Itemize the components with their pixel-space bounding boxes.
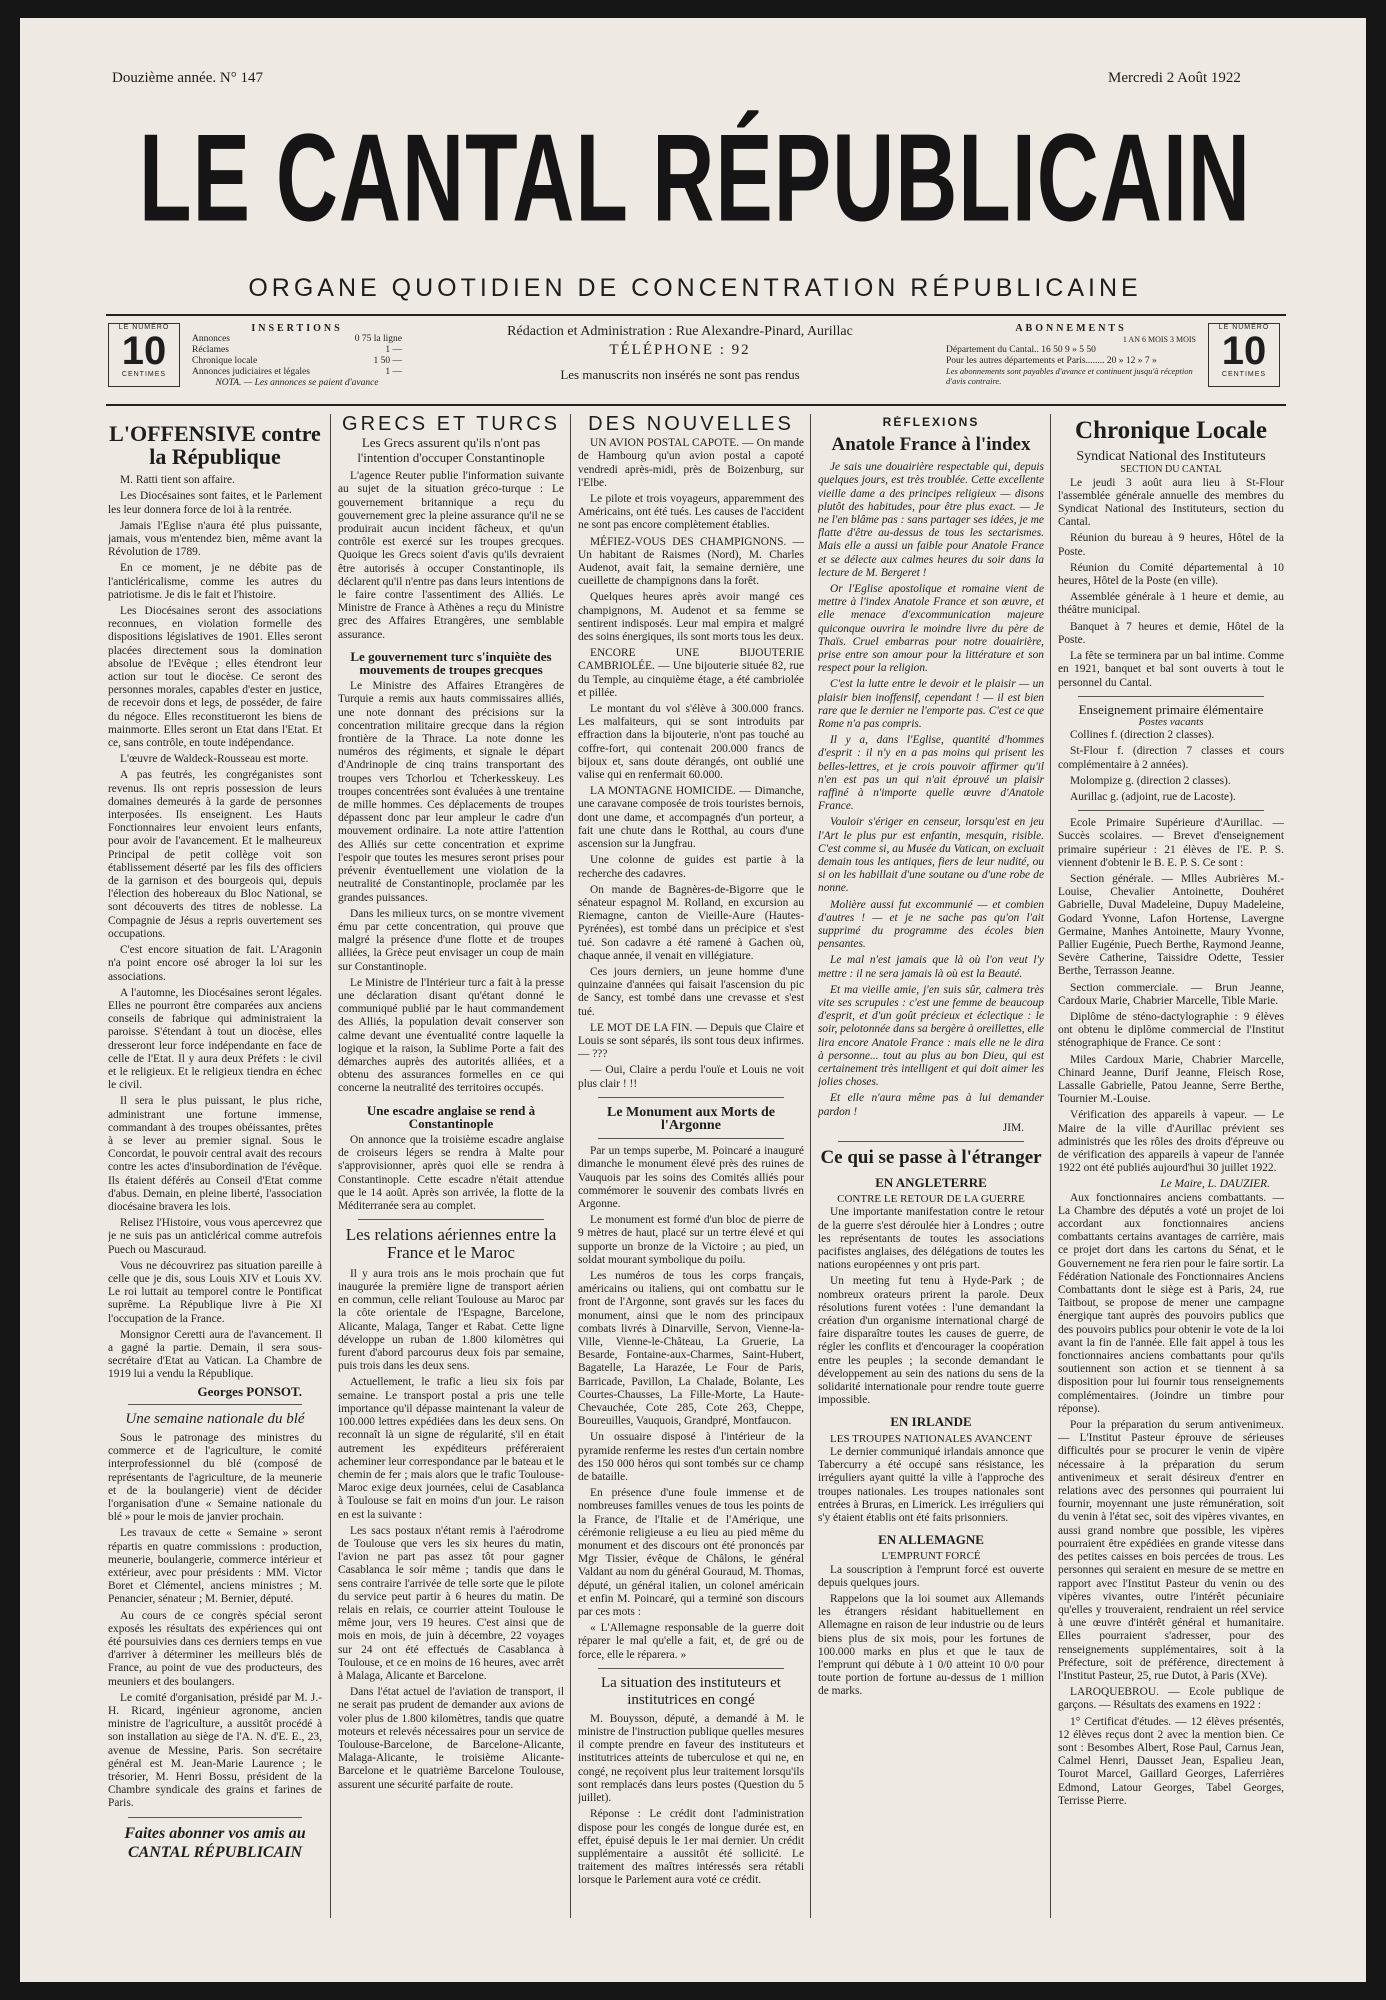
- article-title-grecs: Les Grecs assurent qu'ils n'ont pas l'intention d'occuper Constantinople: [357, 435, 545, 466]
- article-title-ble: Une semaine nationale du blé: [125, 1410, 305, 1427]
- paragraph: « L'Allemagne responsable de la guerre doit réparer le mal qu'elle a fait, et, de gré ou de force, elle le réparera. »: [578, 1622, 804, 1661]
- paragraph: En ce moment, je ne débite pas de l'anticléricalisme, comme les autres du patriotisme. Je dis le fait et l'histoire.: [108, 562, 322, 601]
- insertions-row: [192, 356, 402, 367]
- abonnements-columns: 1 AN 6 MOIS 3 MOIS: [1122, 335, 1196, 344]
- column-rule: [330, 414, 331, 1918]
- paragraph: Par un temps superbe, M. Poincaré a inauguré dimanche le monument élevé près des ruines de Vauquois par les soins des Comités alliés pour commémorer le souvenir des combats livrés en Argonne.: [578, 1145, 804, 1210]
- paragraph: Vouloir s'ériger en censeur, lorsqu'est en jeu l'Art le plus pur est enfantin, mesquin, risible. C'est comme si, au Musée du Vatican, on excluait demain tous les antiques, fiers de leur nudité, ou si on les habillait d'une soutane ou d'une robe de nonne.: [818, 816, 1044, 895]
- paragraph: Section commerciale. — Brun Jeanne, Cardoux Marie, Chabrier Marcelle, Tible Marie.: [1058, 981, 1284, 1007]
- news-item: — Oui, Claire a perdu l'ouïe et Louis ne voit plus clair ! !!: [578, 1064, 804, 1090]
- separator: [358, 1219, 544, 1220]
- column-rule: [1050, 414, 1051, 1918]
- insertions-row-label: Annonces judiciaires et légales: [192, 367, 310, 377]
- paragraph: Dans l'état actuel de l'aviation de transport, il ne serait pas prudent de demander aux avions de voler plus de 1.800 kilomètres, tandis que quatre moteurs et relevés nécessaires pour un service de Toulouse-Barcelone, de Barcelone-Alicante, Malaga-Alicante, le troisième Alicante-Barcelone et le quatrième Barcelone Toulouse, assurent une sécurité parfaite de route.: [338, 1686, 564, 1791]
- news-item: LE MOT DE LA FIN. — Depuis que Claire et Louis se sont séparés, ils sont tous deux infirmes. — ???: [578, 1021, 804, 1061]
- separator: [838, 1141, 1024, 1142]
- paragraph: Diplôme de sténo-dactylographie : 9 élèves ont obtenu le diplôme commercial de l'Institut sténographique de France. Ce sont :: [1058, 1010, 1284, 1050]
- paragraph: C'est la lutte entre le devoir et le plaisir — un plaisir bien inoffensif, cependant ! — il est bien rare que le dernier ne l'emporte pas. C'est ce que Rome n'a pas compris.: [818, 678, 1044, 730]
- news-item: ENCORE UNE BIJOUTERIE CAMBRIOLÉE. — Une bijouterie située 82, rue du Temple, au cinquième étage, a été cambriolée et pillée.: [578, 647, 804, 699]
- subhead-angleterre: EN ANGLETERRE: [875, 1175, 987, 1191]
- price-value: 10: [1221, 329, 1267, 373]
- chronique-locale-title: Chronique Locale: [1075, 417, 1267, 444]
- paragraph: L'œuvre de Waldeck-Rousseau est morte.: [120, 753, 309, 766]
- column-rule: [810, 414, 811, 1918]
- paragraph: A l'automne, les Diocésaines seront légales. Elles ne pourront être comparées aux anciens conseils de fabrique qui administraient la paroisse. S'étendant à tout un diocèse, elles dresseront leur force indépendante en face de celle de l'Etat. Il y aura deux Préfets : le civil et le religieux. Et le religieux tiendra en échec le civil.: [108, 986, 322, 1092]
- price-value: 10: [121, 329, 167, 373]
- paragraph: Les Diocésaines seront des associations reconnues, en violation formelle des dispositions législatives de 1901. Elles seront placées directement sous la domination absolue de l'Evêque ; elles étendront leur action sur tout le diocèse. Ce seront des personnes morales, capables d'ester en justice, de recevoir dons et legs, de posséder, de faire du négoce. Elles reconstitueront les biens de mainmorte. Elles seront un Etat dans l'Etat. Et ce, sans contrôle, en toute indépendance.: [108, 605, 322, 750]
- paragraph: Aux fonctionnaires anciens combattants. — La Chambre des députés a voté un projet de loi accordant aux fonctionnaires anciens combattants certains avantages de carrière, mais ce projet dort dans les cartons du Sénat, et le Gouvernement ne fera rien pour le faire sortir. La Fédération Nationale des Fonctionnaires Anciens Combattants dont le siège est à Paris, 24, rue Taitbout, se propose de mener une campagne énergique tant auprès des pouvoirs publics que des pouvoirs publics pour obtenir le vote de la loi avant la fin de l'année. Elle fait appel à tous les fonctionnaires anciens combattants pour qu'ils soutiennent son action et se tiennent à sa disposition pour lui fournir tous renseignements complémentaires. (Joindre un timbre pour réponse).: [1058, 1191, 1284, 1415]
- paragraph: Les travaux de cette « Semaine » seront répartis en quatre commissions : production, meunerie, boulangerie, commerce intérieur et extérieur, avec pour présidents : MM. Victor Boret et Clémentel, anciens ministres ; M. Penancier, sénateur ; M. Bernier, député.: [108, 1527, 322, 1606]
- paragraph: Les Diocésaines sont faites, et le Parlement les leur donnera force de loi à la rentrée.: [108, 490, 322, 516]
- paragraph: Le mal n'est jamais que là où l'on veut l'y mettre : il ne sera jamais là où est la Beauté.: [818, 954, 1044, 980]
- subhead-emprunt: L'EMPRUNT FORCÉ: [881, 1550, 981, 1563]
- column-2: [338, 416, 564, 1916]
- paragraph: St-Flour f. (direction 7 classes et cours complémentaire à 2 années).: [1058, 745, 1284, 771]
- paragraph: Le Ministre des Affaires Etrangères de Turquie a remis aux hauts commissaires alliés, une note donnant des précisions sur la concentration militaire grecque dans la région frontière de la Thrace. La note donne les numéros des régiments, et signale le départ d'Andrinople de cinq trains transportant des troupes vers Tchorlou et Tcherkesskeuy. Les troupes concentrées sont évaluées à une trentaine de mille hommes. Ces déplacements de troupes dépassent donc par leur ampleur le cadre d'un mouvement ordinaire. La note attire l'attention des Alliés sur cette concentration et exprime l'espoir que toutes les mesures seront prises pour prévenir éventuellement une violation de la neutralité de Constantinople, proclamée par les grandes puissances.: [338, 680, 564, 904]
- paragraph: Or l'Eglise apostolique et romaine vient de mettre à l'index Anatole France et son œuvre, et elle menace d'excommunication majeure quiconque ouvrira le moindre livre du père de Thaïs. Cruel embarras pour notre douairière, prise entre son amour pour la littérature et son respect pour la religion.: [818, 582, 1044, 675]
- paragraph: Une importante manifestation contre le retour de la guerre s'est déroulée hier à Londres ; outre les représentants de toutes les associations pacifistes anglaises, des délégations de toutes les nations européennes y ont pris part.: [818, 1206, 1044, 1272]
- paragraph: L'agence Reuter publie l'information suivante au sujet de la situation gréco-turque : Le gouvernement britannique a reçu du gouvernement grec la pleine assurance qu'il ne se produirait aucun incident fâcheux, et qu'un contrôle est exercé sur les troupes grecques. Quoique les Grecs soient d'avis qu'ils devraient être autorisés à occuper Constantinople, ils déclarent qu'il n'entre pas dans leurs intentions de le faire contre l'assentiment des Alliés. Le Ministre de France à Athènes a reçu du Ministre grec des Affaires Etrangères, une semblable assurance.: [338, 470, 564, 641]
- paragraph: La fête se terminera par un bal intime. Comme en 1921, banquet et bal sont ouverts à tout le personnel du Cantal.: [1058, 650, 1284, 689]
- paragraph: Les sacs postaux n'étant remis à l'aérodrome de Toulouse que vers les six heures du matin, l'avion ne part pas assez tôt pour gagner Casablanca le soir même ; tandis que dans le sens contraire l'arrivée de telle sorte que le pilote du service peut partir à 6 heures du matin. De relais en relais, ce courrier atteint Toulouse le même jour, vers 19 heures. C'est ainsi que de mois en mois, de juin à décembre, 22 voyages sur 24 ont été effectués de Casablanca à Toulouse, et ce en moins de 16 heures, avec arrêt à Malaga, Alicante et Barcelone.: [338, 1524, 564, 1682]
- newspaper-page: [20, 18, 1366, 1982]
- masthead-title: LE CANTAL RÉPUBLICAIN: [139, 108, 1251, 248]
- insertions-row-value: 1 —: [385, 345, 402, 355]
- subhead-troupes: LES TROUPES NATIONALES AVANCENT: [830, 1432, 1032, 1445]
- insertions-row: [192, 334, 402, 345]
- paragraph: Il y a, dans l'Eglise, quantité d'hommes d'esprit : il n'y en a pas moins qui prisent les belles-lettres, et je crois pouvoir affirmer qu'il n'en est pas un qui n'ait éprouvé un plaisir raffiné à n'importe quelle œuvre d'Anatole France.: [818, 734, 1044, 813]
- article-title-instituteurs: La situation des instituteurs et institutrices en congé: [601, 1674, 781, 1708]
- paragraph: Réunion du bureau à 9 heures, Hôtel de la Poste.: [1058, 532, 1284, 558]
- column-3: [578, 416, 804, 1916]
- paragraph: Le comité d'organisation, présidé par M. J.-H. Ricard, ingénieur agronome, ancien ministre de l'agriculture, a aussitôt procédé à son installation au siège de l'A. N. d'E. E., 23, avenue de Messine, Paris. Son secrétaire général est M. Jean-Marie Laurence ; le trésorier, M. Henri Bossu, président de la Chambre syndicale des grains et farines de Paris.: [108, 1691, 322, 1810]
- price-label-bottom: CENTIMES: [1221, 371, 1267, 378]
- paragraph: Sous le patronage des ministres du commerce et de l'agriculture, le comité interprofessionnel du blé (composé de représentants de l'agriculture, de la meunerie et de la boulangerie) vient de décider l'organisation d'une « Semaine nationale du blé » pour le mois de janvier prochain.: [108, 1432, 322, 1524]
- news-item: Une colonne de guides est partie à la recherche des cadavres.: [578, 854, 804, 880]
- abonnements-row-cantal: Département du Cantal.. 16 50 9 » 5 50: [946, 345, 1096, 355]
- abonnements-row-other: Pour les autres départements et Paris........ 20 » 12 » 7 »: [946, 356, 1157, 366]
- insertions-row-value: 1 —: [385, 367, 402, 377]
- article-title-turc: Le gouvernement turc s'inquiète des mouvements de troupes grecques: [350, 648, 552, 678]
- paragraph: Section générale. — Mlles Aubrières M.-Louise, Chevalier Antoinette, Douhéret Gabrielle, Duval Madeleine, Dupuy Madeleine, Godard Yvonne, Lafon Hortense, Lavergne Germaine, Manhes Antoinette, Maury Yvonne, Pallier Eugénie, Puech Berthe, Raymond Jeanne, Sevère Catherine, Taissidre Odette, Tessier Berthe, Terrasson Jeanne.: [1058, 872, 1284, 978]
- section-head-grecs-turcs: GRECS ET TURCS: [342, 416, 560, 435]
- price-label-top: LE NUMÉRO: [1218, 324, 1270, 331]
- separator: [128, 1404, 302, 1405]
- paragraph: On annonce que la troisième escadre anglaise de croiseurs légers se rendra à Malte pour s'approvisionner, après quoi elle se rendra à Constantinople. Cette escadre n'était attendue que le 14 août. Après son arrivée, la flotte de la Méditerranée sera au complet.: [338, 1133, 564, 1212]
- paragraph: Les numéros de tous les corps français, américains ou italiens, qui ont combattu sur le front de l'Argonne, sont gravés sur les faces du monument, ainsi que le nom des principaux combats livrés à Dinarville, Servon, Vienne-la-Ville, Vienne-le-Château, La Gruerie, La Besarde, Fontaine-aux-Charmes, Saint-Hubert, Bagatelle, La Harazée, Le Four de Paris, Barricade, Pavillon, La Chalade, Bolante, Les Courtes-Chausses, La Fille-Morte, La Haute-Chevauchée, Cote 285, Cote 263, Cheppe, Boureuilles, Vauquois, Grandpré, Montfaucon.: [578, 1269, 804, 1428]
- column-4: [818, 416, 1044, 1916]
- paragraph: Je sais une douairière respectable qui, depuis quelques jours, est très troublée. Cette excellente vieille dame a des principes religieux — disons plutôt des habitudes, pour être plus exact. — Je ne l'en blâme pas : sans partager ses idées, je me flatte d'être au-dessus de tous les sectarismes. Mais elle a aussi un faible pour Anatole France et se délecte aux calmes heures du soir dans la lecture de M. Bergeret !: [818, 461, 1044, 579]
- paragraph: Un meeting fut tenu à Hyde-Park ; de nombreux orateurs prirent la parole. Deux résolutions furent votées : l'une demandant la création d'un organisme international chargé de faire disparaître toutes les causes de guerre, de régler les conflits et d'encourager la coopération entre les peuples ; la seconde demandant le développement au sein des nations du sens de la solidarité internationale pour rendre toute guerre impossible.: [818, 1275, 1044, 1407]
- price-label-top: LE NUMÉRO: [118, 324, 170, 331]
- paragraph: Vous ne découvrirez pas situation pareille à celle que je dis, sous Louis XIV et Louis XV. Le roi luttait au temporel contre le Pontificat suprême. La République livre à Pie XI l'occupation de la France.: [108, 1259, 322, 1325]
- news-item: On mande de Bagnères-de-Bigorre que le sénateur espagnol M. Rolland, en excursion au Riemagne, canton de Vieille-Aure (Hautes-Pyrénées), est tombé dans un précipice et s'est tué. Son cadavre a été ramené à Gachen où, chaque année, il venait en villégiature.: [578, 883, 804, 962]
- paragraph: Assemblée générale à 1 heure et demie, au théâtre municipal.: [1058, 591, 1284, 617]
- column-rule: [570, 414, 571, 1918]
- masthead-subtitle: ORGANE QUOTIDIEN DE CONCENTRATION RÉPUBLICAINE: [248, 274, 1142, 302]
- paragraph: Il sera le plus puissant, le plus riche, administrant une fortune immense, commandant à des troupes obéissantes, prêtes à se lever au premier signal. Sous le Concordat, le pouvoir central avait des recours contre les actes d'insubordination de l'évêque. Ils étaient déférés au Conseil d'Etat comme d'abus. Demain, en pleine liberté, l'association diocésaine bravera les lois.: [108, 1095, 322, 1213]
- news-item: Le pilote et trois voyageurs, apparemment des Américains, ont été tués. Les causes de l'accident ne sont pas encore complètement établies.: [578, 493, 804, 532]
- paragraph: M. Ratti tient son affaire.: [120, 474, 235, 487]
- paragraph: Miles Cardoux Marie, Chabrier Marcelle, Chinard Jeanne, Durif Jeanne, Fleisch Rose, Lassalle Gabrielle, Patou Jeanne, Serre Berthe, Tournier M.-Louise.: [1058, 1053, 1284, 1106]
- redaction-box: [420, 324, 940, 383]
- article-title-offensive: L'OFFENSIVE contre la République: [109, 421, 321, 470]
- subhead-enseignement: Enseignement primaire élémentaire: [1078, 701, 1264, 717]
- insertions-row-value: 1 50 —: [373, 356, 402, 366]
- insertions-box: [192, 323, 402, 389]
- news-item: Le montant du vol s'élève à 300.000 francs. Les malfaiteurs, qui se sont introduits par effraction dans la bijouterie, n'ont pas touché au coffre-fort, qui contenait 200.000 francs de bijoux et, sans doute dérangés, ont oublié une valise qui en renfermait 60.000.: [578, 703, 804, 782]
- price-label-bottom: CENTIMES: [121, 371, 167, 378]
- subhead-postes: Postes vacants: [1138, 715, 1204, 728]
- strip-rule: [106, 404, 1286, 406]
- subscribe-footer: Faites abonner vos amis au CANTAL RÉPUBLICAIN: [124, 1824, 306, 1861]
- paragraph: Relisez l'Histoire, vous vous apercevrez que je ne suis pas un anticlérical comme autrefois Puech ou Mascuraud.: [108, 1217, 322, 1256]
- abonnements-title: ABONNEMENTS: [1015, 323, 1127, 334]
- news-item: LA MONTAGNE HOMICIDE. — Dimanche, une caravane composée de trois touristes bernois, dont une dame, et accompagnés d'un porteur, a fait une chute dans le Rotthal, au cours d'une ascension sur la Jungfrau.: [578, 785, 804, 851]
- insertions-row-label: Chronique locale: [192, 356, 258, 366]
- insertions-row-label: Annonces: [192, 334, 230, 344]
- paragraph: A pas feutrés, les congréganistes sont revenus. Ils ont repris possession de leurs domaines demeurés à la garde de personnes interposées. Ils enseignent. Les Hauts Fonctionnaires leur envoient leurs enfants, pour avoir de l'avancement. Et le malheureux Principal de petit collège voit son établissement déserté par les fils des officiers de la garnison et des bourgeois qui, depuis l'élection des hobereaux du Bloc National, se sont découverts des titres de noblesse. La Compagnie de Jésus a repris ouvertement ses occupations.: [108, 769, 322, 940]
- paragraph: C'est encore situation de fait. L'Aragonin n'a point encore osé abroger la loi sur les associations.: [108, 944, 322, 983]
- paragraph: Pour la préparation du serum antivenimeux. — L'Institut Pasteur éprouve de sérieuses difficultés pour se procurer le venin de vipère nécessaire à la préparation du serum antivenimeux et serait désireux d'entrer en relations avec des personnes qui pourraient lui fournir, moyennant une juste rémunération, soit du venin à l'état sec, soit des vipères vivantes, en aussi grand nombre que possible, les vipères pourraient être expédiées en grande vitesse dans des petites caisses en bois percées de trous. Les personnes qui seraient en mesure de se mettre en rapport avec l'Institut Pasteur du venin ou des vipères vivantes, outre l'intérêt pécuniaire qu'elles y trouveraient, rendraient un réel service à une œuvre d'intérêt général et humanitaire. Elles pourraient s'adresser, pour des renseignements supplémentaires, soit à la Préfecture, soit de préférence, directement à l'Institut Pasteur, 25, rue Dutot, à Paris (XVe).: [1058, 1419, 1284, 1682]
- column-1: [108, 416, 322, 1916]
- article-signature: Georges PONSOT.: [197, 1383, 302, 1399]
- separator: [128, 1817, 302, 1818]
- paragraph: Un ossuaire disposé à l'intérieur de la pyramide renferme les restes d'un certain nombre des 150 000 héros qui sont tombés sur ce champ de bataille.: [578, 1431, 804, 1484]
- article-signature: JIM.: [1002, 1121, 1024, 1134]
- subhead-section-cantal: SECTION DU CANTAL: [1120, 464, 1222, 476]
- paragraph: Jamais l'Eglise n'aura été plus puissante, jamais, vous m'entendez bien, même avant la Révolution de 1789.: [108, 519, 322, 559]
- price-box-right: [1208, 323, 1280, 387]
- subhead-allemagne: EN ALLEMAGNE: [878, 1532, 984, 1548]
- paragraph: M. Bouysson, député, a demandé à M. le ministre de l'instruction publique quelles mesures il compte prendre en faveur des instituteurs et institutrices atteints de tuberculose et qui ne, en congé, ne reçoivent plus leur traitement lorsqu'ils sont remplacés dans leurs postes (Question du 5 juillet).: [578, 1712, 804, 1805]
- paragraph: Actuellement, le trafic a lieu six fois par semaine. Le transport postal a pris une telle importance qu'il dépasse maintenant la valeur de 100.000 lettres expédiées dans les deux sens. On reconnaît là un signe de régularité, s'il en était autrement les expéditeurs préféreraient acheminer leur correspondance par le bateau et le chemin de fer ; mais alors que le trafic Toulouse-Maroc exige deux journées, celui de Casablanca à Toulouse se fait en moins d'un jour. Le raison en est la suivante :: [338, 1376, 564, 1521]
- paragraph: LAROQUEBROU. — Ecole publique de garçons. — Résultats des examens en 1922 :: [1058, 1686, 1284, 1712]
- insertions-row: [192, 367, 402, 378]
- paragraph: Vérification des appareils à vapeur. — Le Maire de la ville d'Aurillac prévient ses administrés que les rôles des droits d'épreuve ou de vérification des appareils à vapeur de l'année 1922 ont été publiés aujourd'hui 30 juillet 1922.: [1058, 1109, 1284, 1175]
- column-5: [1058, 416, 1284, 1916]
- paragraph: Réunion du Comité départemental à 10 heures, Hôtel de la Poste (en ville).: [1058, 561, 1284, 588]
- separator: [598, 1097, 784, 1098]
- paragraph: Collines f. (direction 2 classes).: [1070, 729, 1215, 742]
- paragraph: Monsignor Ceretti aura de l'avancement. Il a gagné la partie. Demain, il sera sous-secrétaire d'Etat au Vatican. La Chambre de 1919 lui a vendu la République.: [108, 1328, 322, 1381]
- paragraph: La souscription à l'emprunt forcé est ouverte depuis quelques jours.: [818, 1563, 1044, 1589]
- abonnements-box: [946, 323, 1196, 386]
- kicker-reflexions: RÉFLEXIONS: [882, 416, 980, 429]
- paragraph: Rappelons que la loi soumet aux Allemands les étrangers résidant habituellement en Allemagne en raison de leur industrie ou de leurs biens plus de six mois, pour les fortunes de 100.000 marks en plus et que le taux de l'emprunt qui débute à 1 0/0 atteint 10 0/0 pour toute portion de fortune au-dessus de 1 million de marks.: [818, 1592, 1044, 1698]
- redaction-phone: TÉLÉPHONE : 92: [609, 342, 751, 358]
- separator: [598, 1138, 784, 1139]
- article-title-aerien: Les relations aériennes entre la France et le Maroc: [345, 1225, 557, 1263]
- subhead-syndicat: Syndicat National des Instituteurs: [1076, 449, 1266, 465]
- news-item: MÉFIEZ-VOUS DES CHAMPIGNONS. — Un habitant de Raismes (Nord), M. Charles Audenot, avait fait, la semaine dernière, une cueillette de champignons dans la forêt.: [578, 535, 804, 588]
- paragraph: Le jeudi 3 août aura lieu à St-Flour l'assemblée générale annuelle des membres du Syndicat National des Instituteurs, section du Cantal.: [1058, 476, 1284, 529]
- abonnements-note: Les abonnements sont payables d'avance et continuent jusqu'à réception d'avis contraire.: [946, 366, 1193, 386]
- paragraph: Au cours de ce congrès spécial seront exposés les résultats des expériences qui ont été poursuivies dans ces derniers temps en vue d'arriver à déterminer les meilleurs blés de France, au point de vue des producteurs, des meuniers et des boulangers.: [108, 1609, 322, 1688]
- article-title-anatole: Anatole France à l'index: [831, 434, 1031, 456]
- price-box-left: [108, 323, 180, 387]
- news-item: UN AVION POSTAL CAPOTE. — On mande de Hambourg qu'un avion postal a capoté vendredi après-midi, près de Boizenburg, sur l'Elbe.: [578, 437, 804, 489]
- issue-date: Mercredi 2 Août 1922: [1108, 70, 1241, 86]
- masthead-rule: [106, 314, 1286, 316]
- news-item: Ces jours derniers, un jeune homme d'une quinzaine d'années qui faisait l'ascension du pic de Sancy, est tombé dans une crevasse et s'est tué.: [578, 965, 804, 1018]
- paragraph: Dans les milieux turcs, on se montre vivement ému par cette concentration, qui prouve que malgré la présence d'une flotte et de troupes alliées, la Grèce peut envisager un coup de main sur Constantinople.: [338, 907, 564, 973]
- separator: [1078, 810, 1264, 811]
- separator: [598, 1668, 784, 1669]
- insertions-row-label: Réclames: [192, 345, 229, 355]
- insertions-title: INSERTIONS: [251, 323, 343, 334]
- section-head-nouvelles: DES NOUVELLES: [588, 416, 794, 435]
- issue-number: Douzième année. N° 147: [112, 70, 263, 86]
- redaction-address: Rédaction et Administration : Rue Alexandre-Pinard, Aurillac: [507, 324, 853, 339]
- paragraph: Le dernier communiqué irlandais annonce que Tabercurry a été occupé sans résistance, les irréguliers ayant quitté la ville à l'approche des troupes nationales. Les troupes nationales sont entrées à Bruras, en Limerick. Les irréguliers qui s'y étaient établis ont été faits prisonniers.: [818, 1445, 1044, 1524]
- paragraph: Il y aura trois ans le mois prochain que fut inaugurée la première ligne de transport aérien en commun, celle reliant Toulouse au Maroc par la côte orientale de l'Espagne, Barcelone, Alicante, Malaga, Tanger et Rabat. Cette ligne développe un ruban de 1.800 kilomètres qui furent d'abord parcourus deux fois par semaine, puis trois dans les deux sens.: [338, 1267, 564, 1373]
- paragraph: Le Ministre de l'Intérieur turc a fait à la presse une déclaration disant qu'étant donné le communiqué publié par le haut commandement des Alliés, la population devait conserver son calme devant une éventualité contre laquelle la logique et la raison, la Sublime Porte a fait des démarches auprès des autorités alliées, et a obtenu des assurances formelles en ce qui concerne la neutralité des territoires occupés.: [338, 976, 564, 1095]
- paragraph: Aurillac g. (adjoint, rue de Lacoste).: [1070, 790, 1236, 803]
- insertions-nota: NOTA. — Les annonces se paient d'avance: [215, 378, 379, 388]
- paragraph: Réponse : Le crédit dont l'administration dispose pour les congés de longue durée est, en effet, épuisé depuis le 1er mai dernier. Un crédit supplémentaire a aussitôt été sollicité. Le traitement des maîtres intéressés sera rétabli lorsque le Parlement aura voté ce crédit.: [578, 1808, 804, 1887]
- paragraph: Molompize g. (direction 2 classes).: [1070, 774, 1231, 787]
- mayor-signature: Le Maire, L. DAUZIER.: [1160, 1178, 1270, 1191]
- paragraph: 1° Certificat d'études. — 12 élèves présentés, 12 élèves reçus dont 2 avec la mention bien. Ce sont : Besombes Albert, Rose Paul, Carnus Jean, Calmel Henri, Dausset Jean, Espalieu Jean, Tourot Marcel, Gaillard Georges, Laferrières Edmond, Latour Georges, Tabel Georges, Terrisse Pierre.: [1058, 1715, 1284, 1807]
- article-title-escadre: Une escadre anglaise se rend à Constantinople: [366, 1102, 536, 1131]
- paragraph: Molière aussi fut excommunié — et combien d'autres ! — et je ne sache pas qu'on l'ait supprimé du programme des écoles bien pensantes.: [818, 898, 1044, 951]
- redaction-manuscripts: Les manuscrits non insérés ne sont pas rendus: [560, 367, 800, 382]
- separator: [1078, 696, 1264, 697]
- article-title-etranger: Ce qui se passe à l'étranger: [820, 1147, 1042, 1169]
- paragraph: Banquet à 7 heures et demie, Hôtel de la Poste.: [1058, 620, 1284, 646]
- insertions-row: [192, 345, 402, 356]
- article-title-argonne: Le Monument aux Morts de l'Argonne: [607, 1104, 775, 1133]
- insertions-row-value: 0 75 la ligne: [354, 334, 402, 344]
- paragraph: Et elle n'aura même pas à lui demander pardon !: [818, 1092, 1044, 1118]
- paragraph: En présence d'une foule immense et de nombreuses familles venues de tous les points de la France, de l'Italie et de l'Amérique, une cérémonie religieuse a eu lieu au pied même du monument et des discours ont été prononcés par Mgr Tissier, évêque de Châlons, le général Valdant au nom du général Gouraud, M. Thomas, député, un général italien, un colonel américain et enfin M. Poincaré, qui a terminé son discours par ces mots :: [578, 1487, 804, 1619]
- subhead-retour-guerre: CONTRE LE RETOUR DE LA GUERRE: [837, 1193, 1025, 1206]
- paragraph: Ecole Primaire Supérieure d'Aurillac. — Succès scolaires. — Brevet d'enseignement primaire supérieur : 21 élèves de l'E. P. S. viennent d'obtenir le B. E. P. S. Ce sont :: [1058, 817, 1284, 869]
- paragraph: Le monument est formé d'un bloc de pierre de 9 mètres de haut, placé sur un tertre élevé et qui supporte un bronze de la Victoire ; au pied, un soldat mourant symbolique du poilu.: [578, 1214, 804, 1266]
- paragraph: Et ma vieille amie, j'en suis sûr, calmera très vite ses scrupules : c'est une femme de beaucoup d'esprit, et d'un goût précieux et éclectique : le soir, pelotonnée dans sa bergère à oreillettes, elle lira encore Anatole France : mais elle ne le dira à personne... tout au plus au bon Dieu, qui est certainement très intelligent et qui doit aimer les jolies choses.: [818, 983, 1044, 1089]
- subhead-irlande: EN IRLANDE: [890, 1414, 972, 1430]
- news-item: Quelques heures après avoir mangé ces champignons, M. Audenot et sa femme se sentirent indisposés. Leur mal empira et malgré des soins énergiques, ils sont morts tous les deux.: [578, 591, 804, 644]
